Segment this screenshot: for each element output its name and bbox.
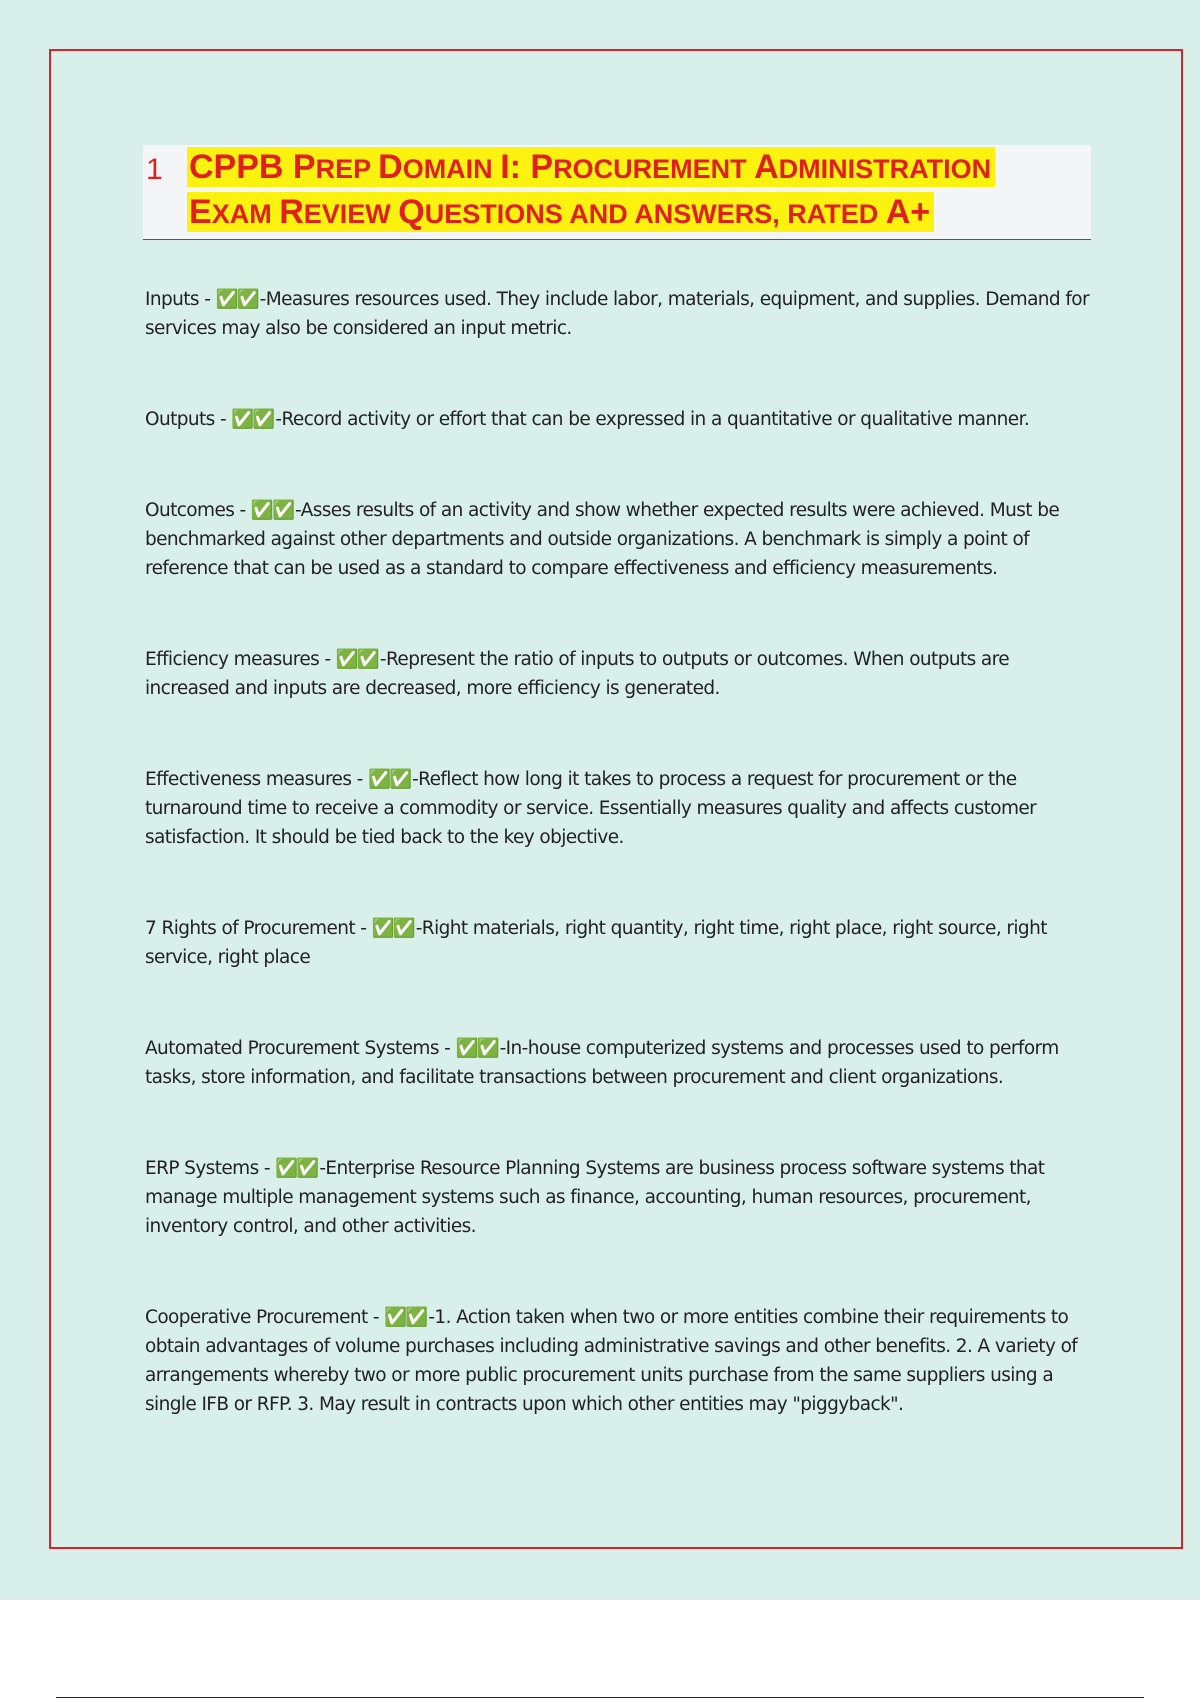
title-line-2 — [187, 192, 934, 232]
entry-term: Efficiency measures - — [145, 649, 336, 670]
title-segment: UESTIONS AND ANSWERS, RATED — [424, 199, 886, 229]
title-segment: Q — [398, 193, 425, 231]
double-check-icon: ✅✅ — [335, 649, 378, 670]
title-segment: A — [754, 148, 779, 186]
title-segment: REP — [315, 154, 379, 184]
footer-divider — [56, 1697, 1144, 1698]
double-check-icon: ✅✅ — [371, 918, 414, 939]
double-check-icon: ✅✅ — [368, 769, 411, 790]
entry-term: Automated Procurement Systems - — [145, 1038, 456, 1059]
title-segment: I: P — [500, 148, 554, 186]
entry-definition: -1. Action taken when two or more entities combine their requirements to obtain advantages of volume purchases including administrative savings and other benefits. 2. A variety of arrangements whereby two or more public procurement units purchase from the same suppliers using a single IFB or RFP. 3. May result in contracts upon which other entities may "piggyback". — [145, 1307, 1078, 1415]
title-segment: OMAIN — [402, 154, 501, 184]
title-segment: ROCUREMENT — [553, 154, 755, 184]
entry-definition: -Measures resources used. They include labor, materials, equipment, and supplies. Demand for services may also be considered an input metric. — [145, 289, 1089, 339]
entry-definition: -Represent the ratio of inputs to outputs or outcomes. When outputs are increased and inputs are decreased, more efficiency is generated. — [145, 649, 1010, 699]
double-check-icon: ✅✅ — [215, 289, 258, 310]
entry-term: Outputs - — [145, 409, 232, 430]
entry-definition: -Asses results of an activity and show whether expected results were achieved. Must be benchmarked against other departments and outside organizations. A benchmark is simply a point of reference that can be used as a standard to compare effectiveness and efficiency measurements. — [145, 500, 1060, 579]
qa-list — [145, 285, 1095, 1481]
qa-entry — [145, 1303, 1095, 1419]
double-check-icon: ✅✅ — [231, 409, 274, 430]
title-segment: E — [189, 193, 212, 231]
title-segment: R — [279, 193, 304, 231]
qa-entry — [145, 645, 1095, 703]
title-segment: D — [378, 148, 403, 186]
qa-entry — [145, 496, 1095, 583]
entry-term: Effectiveness measures - — [145, 769, 369, 790]
entry-term: Inputs - — [145, 289, 216, 310]
entry-term: Outcomes - — [145, 500, 251, 521]
title-segment: XAM — [211, 199, 280, 229]
title-segment: DMINISTRATION — [778, 154, 992, 184]
double-check-icon: ✅✅ — [455, 1038, 498, 1059]
qa-entry — [145, 1154, 1095, 1241]
title-segment: EVIEW — [303, 199, 399, 229]
entry-definition: -Record activity or effort that can be expressed in a quantitative or qualitative manner. — [275, 409, 1030, 430]
double-check-icon: ✅✅ — [384, 1307, 427, 1328]
entry-term: 7 Rights of Procurement - — [145, 918, 372, 939]
qa-entry — [145, 914, 1095, 972]
title-line-1 — [187, 147, 995, 187]
heading-number: 1 — [146, 153, 163, 186]
entry-definition: -Reflect how long it takes to process a request for procurement or the turnaround time to receive a commodity or service. Essentially measures quality and affects customer satisfaction. It should be tied back to the key objective. — [145, 769, 1037, 848]
entry-definition: -Right materials, right quantity, right time, right place, right source, right service, right place — [145, 918, 1047, 968]
entry-term: ERP Systems - — [145, 1158, 276, 1179]
qa-entry — [145, 405, 1095, 434]
double-check-icon: ✅✅ — [250, 500, 293, 521]
entry-definition: -Enterprise Resource Planning Systems are business process software systems that manage multiple management systems such as finance, accounting, human resources, procurement, inventory control, and other activities. — [145, 1158, 1045, 1237]
qa-entry — [145, 285, 1095, 343]
double-check-icon: ✅✅ — [275, 1158, 318, 1179]
title-segment: CPPB P — [189, 148, 316, 186]
qa-entry — [145, 1034, 1095, 1092]
title-segment: A+ — [885, 193, 931, 231]
qa-entry — [145, 765, 1095, 852]
entry-definition: -In-house computerized systems and processes used to perform tasks, store information, and facilitate transactions between procurement and client organizations. — [145, 1038, 1059, 1088]
entry-term: Cooperative Procurement - — [145, 1307, 385, 1328]
